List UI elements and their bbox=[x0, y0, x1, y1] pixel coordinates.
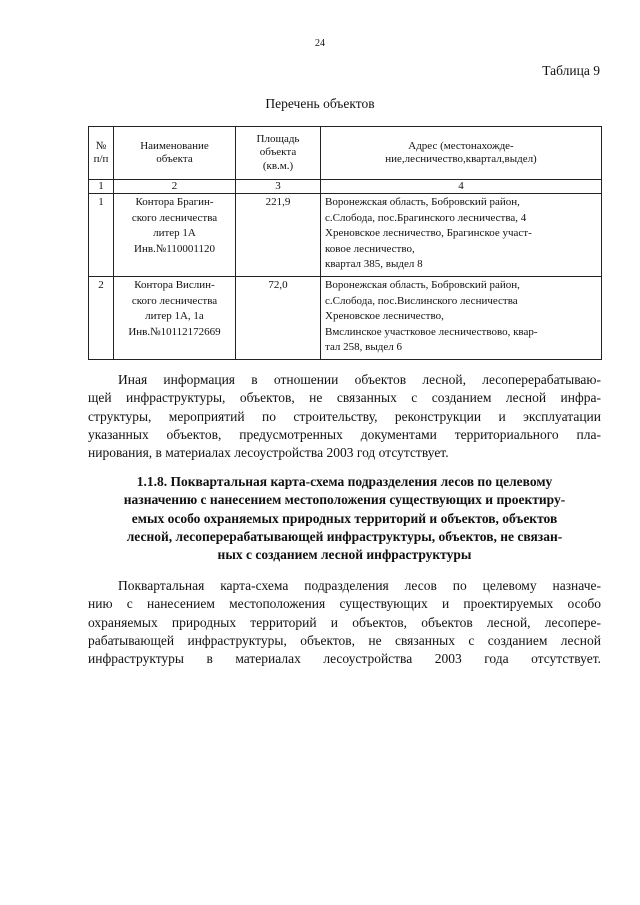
page-number: 24 bbox=[315, 38, 325, 49]
address-line: Воронежская область, Бобровский район, bbox=[325, 196, 520, 208]
header-text: Площадь bbox=[256, 132, 300, 145]
row-number: 2 bbox=[89, 277, 114, 360]
address-line: квартал 385, выдел 8 bbox=[325, 258, 423, 270]
info-paragraph bbox=[88, 371, 601, 462]
row-number: 1 bbox=[89, 194, 114, 277]
heading-line: лесной, лесоперерабатывающей инфраструктуры, объектов, не связан- bbox=[126, 528, 563, 544]
paragraph-line: рабатывающей инфраструктуры, объектов, не связанных с созданием лесной bbox=[88, 632, 601, 648]
table-title: Перечень объектов bbox=[265, 96, 375, 111]
table-label: Таблица 9 bbox=[542, 63, 600, 78]
object-name-line: Инв.№10112172669 bbox=[128, 325, 221, 338]
paragraph-line: Поквартальная карта-схема подразделения лесов по целевому назначе- bbox=[118, 578, 601, 593]
objects-table bbox=[88, 126, 602, 360]
table-row bbox=[89, 194, 602, 277]
object-name-line: ского лесничества bbox=[131, 211, 218, 224]
header-area bbox=[236, 127, 321, 180]
address-line: ковое лесничество, bbox=[325, 242, 415, 255]
header-object-name bbox=[114, 127, 236, 180]
address-line: с.Слобода, пос.Вислинского лесничества bbox=[325, 294, 518, 307]
header-text: объекта bbox=[259, 146, 297, 159]
header-address bbox=[321, 127, 602, 180]
table-row bbox=[89, 277, 602, 360]
header-text: Наименование bbox=[140, 139, 209, 152]
object-name-line: Контора Брагин- bbox=[135, 196, 214, 208]
column-number: 4 bbox=[321, 180, 602, 194]
object-name-line: Контора Вислин- bbox=[134, 279, 215, 291]
header-text: ние,лесничество,квартал,выдел) bbox=[385, 153, 537, 165]
area-cell: 72,0 bbox=[236, 277, 321, 360]
object-name-cell bbox=[114, 277, 236, 360]
address-cell bbox=[321, 194, 602, 277]
address-line: с.Слобода, пос.Брагинского лесничества, 4 bbox=[325, 211, 527, 224]
header-text: Адрес (местонахожде- bbox=[408, 139, 514, 152]
object-name-line: Инв.№110001120 bbox=[134, 242, 215, 255]
header-text: п/п bbox=[93, 153, 109, 165]
paragraph-line: нию с нанесением местоположения существующих и проектируемых особо bbox=[88, 596, 601, 612]
heading-line: ных с созданием лесной инфраструктуры bbox=[217, 547, 472, 563]
column-number: 2 bbox=[114, 180, 236, 194]
address-line: Хреновское лесничество, bbox=[325, 310, 444, 322]
heading-line: 1.1.8. Поквартальная карта-схема подразделения лесов по целевому bbox=[136, 474, 553, 489]
map-scheme-paragraph bbox=[88, 577, 601, 668]
paragraph-line: указанных объектов, предусмотренных документами территориального пла- bbox=[88, 426, 601, 442]
paragraph-line: инфраструктуры в материалах лесоустройства 2003 года отсутствует. bbox=[88, 651, 601, 667]
header-text: (кв.м.) bbox=[262, 159, 294, 172]
object-name-line: литер 1А bbox=[153, 227, 196, 239]
address-line: Воронежская область, Бобровский район, bbox=[325, 279, 520, 291]
column-number: 1 bbox=[89, 180, 114, 194]
table-header-row bbox=[89, 127, 602, 180]
heading-line: назначению с нанесением местоположения существующих и проектиру- bbox=[123, 492, 566, 508]
object-name-cell bbox=[114, 194, 236, 277]
address-line: тал 258, выдел 6 bbox=[325, 341, 402, 353]
header-text: № bbox=[95, 139, 107, 152]
paragraph-line: нирования, в материалах лесоустройства 2003 год отсутствует. bbox=[88, 445, 449, 461]
address-cell bbox=[321, 277, 602, 360]
paragraph-line: охраняемых природных территорий и объектов, объектов лесной, лесопере- bbox=[88, 614, 601, 630]
object-name-line: ского лесничества bbox=[131, 294, 218, 307]
address-line: Хреновское лесничество, Брагинское участ- bbox=[325, 227, 532, 239]
column-number-row bbox=[89, 180, 602, 194]
heading-line: емых особо охраняемых природных территорий и объектов, объектов bbox=[131, 510, 558, 526]
address-line: Вмслинское участковое лесничествово, квар- bbox=[325, 325, 538, 338]
paragraph-line: щей инфраструктуры, объектов, не связанных с созданием лесной инфра- bbox=[88, 390, 601, 406]
paragraph-line: структуры, мероприятий по строительству, реконструкции и эксплуатации bbox=[88, 408, 601, 424]
header-text: объекта bbox=[156, 153, 193, 165]
section-heading bbox=[88, 473, 601, 564]
area-cell: 221,9 bbox=[236, 194, 321, 277]
paragraph-line: Иная информация в отношении объектов лесной, лесоперерабатываю- bbox=[118, 372, 601, 387]
header-number bbox=[89, 127, 114, 180]
object-name-line: литер 1А, 1а bbox=[145, 310, 204, 322]
column-number: 3 bbox=[236, 180, 321, 194]
